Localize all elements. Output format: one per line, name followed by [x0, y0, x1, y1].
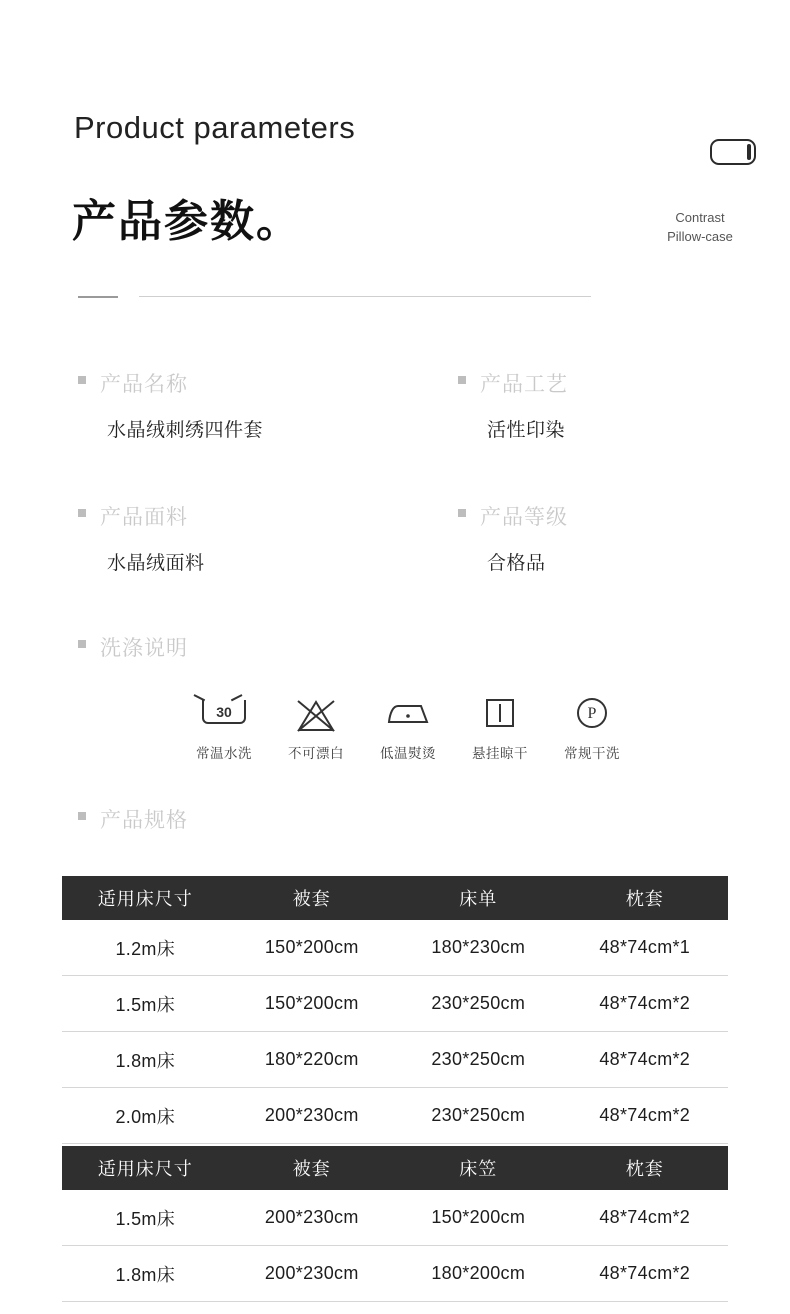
param-label [78, 632, 188, 662]
wash-care-item [270, 692, 362, 762]
table-header-cell: 被套 [229, 1146, 396, 1190]
divider-accent [78, 296, 118, 298]
pillow-caption [640, 208, 760, 246]
param-label-text: 产品工艺 [480, 373, 568, 396]
param-label [78, 501, 205, 531]
hang-dry-icon [470, 692, 530, 736]
table-cell: 1.2m床 [62, 920, 229, 976]
dry-clean-icon [562, 692, 622, 736]
param-value: 活性印染 [487, 420, 566, 441]
table-cell: 48*74cm*2 [562, 1088, 729, 1144]
table-row [62, 1246, 728, 1302]
table-row [62, 1088, 728, 1144]
square-bullet-icon [78, 640, 86, 648]
pillow-caption-line1: Contrast [675, 210, 725, 225]
param-label-text: 产品规格 [100, 809, 188, 832]
table-cell: 200*230cm [229, 1246, 396, 1302]
table-header-cell: 被套 [229, 876, 396, 920]
no-bleach-icon [286, 692, 346, 736]
param-label [458, 501, 568, 531]
param-product-grade [458, 501, 568, 575]
param-value: 水晶绒面料 [107, 553, 205, 574]
param-label [78, 804, 188, 834]
wash-care-icon-row [178, 692, 638, 762]
wash-care-label: 不可漂白 [288, 746, 344, 761]
table-cell: 1.5m床 [62, 1190, 229, 1246]
wash-care-label: 悬挂晾干 [472, 746, 528, 761]
table-cell: 48*74cm*2 [562, 1032, 729, 1088]
table-cell: 2.0m床 [62, 1088, 229, 1144]
table-cell: 48*74cm*2 [562, 1246, 729, 1302]
square-bullet-icon [458, 376, 466, 384]
table-header-row [62, 876, 728, 920]
table-header-cell: 床笠 [395, 1146, 562, 1190]
param-product-fabric [78, 501, 205, 575]
param-label-text: 产品面料 [100, 506, 188, 529]
table-cell: 48*74cm*2 [562, 976, 729, 1032]
param-product-name [78, 368, 263, 442]
table-header-cell: 适用床尺寸 [62, 1146, 229, 1190]
param-product-spec [78, 804, 188, 834]
table-cell: 150*200cm [395, 1190, 562, 1246]
param-label-text: 产品名称 [100, 373, 188, 396]
table-cell: 48*74cm*2 [562, 1190, 729, 1246]
table-header-row [62, 1146, 728, 1190]
table-cell: 180*200cm [395, 1246, 562, 1302]
wash-tub-icon [194, 692, 254, 736]
square-bullet-icon [78, 376, 86, 384]
table-row [62, 976, 728, 1032]
table-cell: 150*200cm [229, 920, 396, 976]
param-label-text: 产品等级 [480, 506, 568, 529]
square-bullet-icon [458, 509, 466, 517]
wash-care-label: 常规干洗 [564, 746, 620, 761]
table-cell: 180*230cm [395, 920, 562, 976]
dry-clean-symbol: P [577, 698, 607, 728]
param-label [458, 368, 568, 398]
wash-care-item [178, 692, 270, 762]
wash-care-item [454, 692, 546, 762]
wash-temperature: 30 [216, 704, 232, 720]
param-value: 合格品 [487, 553, 546, 574]
square-bullet-icon [78, 509, 86, 517]
page-title-cn: 产品参数。 [72, 197, 302, 246]
table-row [62, 920, 728, 976]
wash-care-label: 常温水洗 [196, 746, 252, 761]
table-cell: 180*220cm [229, 1032, 396, 1088]
param-wash-instructions [78, 632, 188, 662]
wash-care-label: 低温熨烫 [380, 746, 436, 761]
table-header-cell: 枕套 [562, 876, 729, 920]
table-header-cell: 枕套 [562, 1146, 729, 1190]
table-header-cell: 床单 [395, 876, 562, 920]
table-header-cell: 适用床尺寸 [62, 876, 229, 920]
table-cell: 230*250cm [395, 1032, 562, 1088]
table-cell: 230*250cm [395, 976, 562, 1032]
table-cell: 230*250cm [395, 1088, 562, 1144]
param-value: 水晶绒刺绣四件套 [107, 420, 264, 441]
table-cell: 1.8m床 [62, 1032, 229, 1088]
spec-table-flat-sheet [62, 876, 728, 1144]
table-row [62, 1032, 728, 1088]
wash-care-item [546, 692, 638, 762]
divider-line [139, 296, 591, 297]
table-cell: 48*74cm*1 [562, 920, 729, 976]
page-title-en: Product parameters [74, 110, 356, 145]
param-label-text: 洗涤说明 [100, 637, 188, 660]
table-cell: 1.8m床 [62, 1246, 229, 1302]
pillow-caption-line2: Pillow-case [667, 229, 733, 244]
square-bullet-icon [78, 812, 86, 820]
table-cell: 1.5m床 [62, 976, 229, 1032]
pillow-icon [710, 139, 756, 165]
low-iron-icon [378, 692, 438, 736]
spec-table-fitted-sheet [62, 1146, 728, 1302]
table-cell: 200*230cm [229, 1190, 396, 1246]
table-cell: 150*200cm [229, 976, 396, 1032]
param-product-craft [458, 368, 568, 442]
table-row [62, 1190, 728, 1246]
param-label [78, 368, 263, 398]
wash-care-item [362, 692, 454, 762]
table-cell: 200*230cm [229, 1088, 396, 1144]
